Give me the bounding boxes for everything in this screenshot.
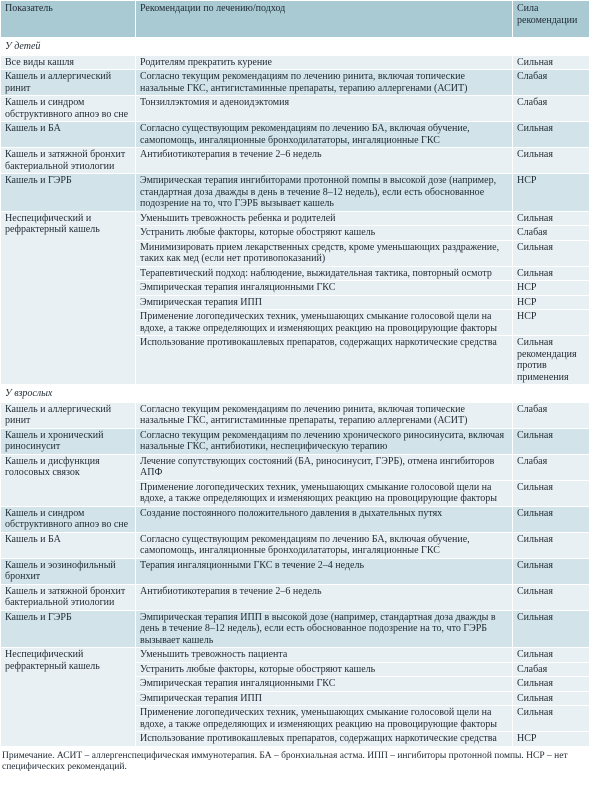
table-row — [1, 558, 589, 584]
table-row — [1, 96, 589, 122]
table-row — [1, 402, 589, 428]
table-header-row — [1, 1, 589, 38]
header-indicator: Показатель — [1, 1, 136, 38]
table-row — [1, 211, 589, 226]
table-row — [1, 532, 589, 558]
table-body — [1, 38, 589, 747]
recommendation-cell: Эмпирическая терапия ИПП в высокой дозе (например, стандартная доза дважды в день в течение 8–12 недель), если есть обоснованное подозрение на то, что ГЭРБ вызывает кашель — [136, 610, 513, 648]
strength-cell: Сильная — [513, 55, 589, 70]
strength-cell: Сильная — [513, 266, 589, 281]
strength-cell: Слабая — [513, 454, 589, 480]
recommendation-cell: Эмпирическая терапия ингаляционными ГКС — [136, 677, 513, 692]
strength-cell: НСР — [513, 310, 589, 336]
strength-cell: НСР — [513, 295, 589, 310]
condition-cell: Все виды кашля — [1, 55, 136, 70]
condition-cell: Кашель и БА — [1, 122, 136, 148]
strength-cell: Слабая — [513, 96, 589, 122]
table-row — [1, 428, 589, 454]
table-row — [1, 122, 589, 148]
condition-cell: Кашель и ГЭРБ — [1, 610, 136, 648]
strength-cell: Сильная — [513, 610, 589, 648]
table-row — [1, 610, 589, 648]
condition-cell: Кашель и аллергический ринит — [1, 70, 136, 96]
strength-cell: НСР — [513, 174, 589, 212]
strength-cell: Сильная — [513, 584, 589, 610]
header-strength: Сила рекомендации — [513, 1, 589, 38]
section-title: У детей — [1, 38, 589, 56]
recommendation-cell: Терапевтический подход: наблюдение, выжидательная тактика, повторный осмотр — [136, 266, 513, 281]
recommendation-cell: Эмпирическая терапия ИПП — [136, 295, 513, 310]
strength-cell: Слабая — [513, 402, 589, 428]
table-row — [1, 454, 589, 480]
table-row — [1, 148, 589, 174]
strength-cell: Сильная — [513, 648, 589, 663]
recommendation-cell: Терапия ингаляционными ГКС в течение 2–4 недель — [136, 558, 513, 584]
condition-cell: Кашель и БА — [1, 532, 136, 558]
strength-cell: Сильная рекомендация против применения — [513, 336, 589, 385]
strength-cell: Сильная — [513, 480, 589, 506]
recommendation-cell: Согласно текущим рекомендациям по лечению ринита, включая топические назальные ГКС, антигистаминные препараты, терапию аллергенами (АСИТ) — [136, 70, 513, 96]
strength-cell: Слабая — [513, 226, 589, 241]
recommendation-cell: Эмпирическая терапия ингаляционными ГКС — [136, 281, 513, 296]
recommendation-cell: Родителям прекратить курение — [136, 55, 513, 70]
recommendation-cell: Минимизировать прием лекарственных средств, кроме уменьшающих раздражение, таких как мед (если нет противопоказаний) — [136, 240, 513, 266]
recommendation-cell: Тонзиллэктомия и аденоидэктомия — [136, 96, 513, 122]
strength-cell: Сильная — [513, 428, 589, 454]
recommendation-cell: Лечение сопутствующих состояний (БА, риносинусит, ГЭРБ), отмена ингибиторов АПФ — [136, 454, 513, 480]
condition-cell: Кашель и эозинофильный бронхит — [1, 558, 136, 584]
strength-cell: Сильная — [513, 506, 589, 532]
strength-cell: Сильная — [513, 122, 589, 148]
condition-cell: Кашель и затяжной бронхит бактериальной этиологии — [1, 584, 136, 610]
recommendation-cell: Согласно текущим рекомендациям по лечению хронического риносинусита, включая назальные ГКС, антибиотики, неспецифическую терапию — [136, 428, 513, 454]
condition-cell: Кашель и ГЭРБ — [1, 174, 136, 212]
strength-cell: Сильная — [513, 558, 589, 584]
condition-cell: Кашель и затяжной бронхит бактериальной этиологии — [1, 148, 136, 174]
recommendation-cell: Использование противокашлевых препаратов, содержащих наркотические средства — [136, 336, 513, 385]
condition-cell: Кашель и синдром обструктивного апноэ во сне — [1, 96, 136, 122]
recommendation-cell: Согласно существующим рекомендациям по лечению БА, включая обучение, самопомощь, ингаляционные бронходилататоры, ингаляционные ГКС — [136, 122, 513, 148]
condition-cell: Кашель и хронический риносинусит — [1, 428, 136, 454]
recommendation-cell: Применение логопедических техник, уменьшающих смыкание голосовой щели на вдохе, а также определяющих и изменяющих реакцию на провоцирующие факторы — [136, 480, 513, 506]
strength-cell: Сильная — [513, 148, 589, 174]
recommendation-cell: Уменьшить тревожность ребенка и родителей — [136, 211, 513, 226]
table-row — [1, 55, 589, 70]
condition-cell: Неспецифический и рефрактерный кашель — [1, 211, 136, 385]
condition-cell: Кашель и аллергический ринит — [1, 402, 136, 428]
table-row — [1, 648, 589, 663]
recommendation-cell: Устранить любые факторы, которые обостряют кашель — [136, 226, 513, 241]
recommendation-cell: Эмпирическая терапия ИПП — [136, 691, 513, 706]
strength-cell: Слабая — [513, 70, 589, 96]
recommendation-cell: Создание постоянного положительного давления в дыхательных путях — [136, 506, 513, 532]
table-row — [1, 506, 589, 532]
strength-cell: НСР — [513, 281, 589, 296]
recommendation-cell: Использование противокашлевых препаратов, содержащих наркотические средства — [136, 732, 513, 747]
strength-cell: Сильная — [513, 211, 589, 226]
strength-cell: НСР — [513, 732, 589, 747]
recommendation-cell: Применение логопедических техник, уменьшающих смыкание голосовой щели на вдохе, а также определяющих и изменяющих реакцию на провоцирующие факторы — [136, 310, 513, 336]
condition-cell: Кашель и дисфункция голосовых связок — [1, 454, 136, 506]
strength-cell: Сильная — [513, 706, 589, 732]
table-row — [1, 70, 589, 96]
strength-cell: Слабая — [513, 662, 589, 677]
header-recommendations: Рекомендации по лечению/подход — [136, 1, 513, 38]
recommendation-cell: Устранить любые факторы, которые обостряют кашель — [136, 662, 513, 677]
recommendation-cell: Согласно текущим рекомендациям по лечению ринита, включая топические назальные ГКС, антигистаминные препараты, терапию аллергенами (АСИТ) — [136, 402, 513, 428]
strength-cell: Сильная — [513, 677, 589, 692]
strength-cell: Сильная — [513, 691, 589, 706]
recommendation-cell: Антибиотикотерапия в течение 2–6 недель — [136, 148, 513, 174]
section-row — [1, 38, 589, 56]
recommendation-cell: Эмпирическая терапия ингибиторами протонной помпы в высокой дозе (например, стандартная доза дважды в день в течение 8–12 недель), если есть обоснованное подозрение на то, что ГЭРБ вызывает кашель — [136, 174, 513, 212]
recommendation-cell: Применение логопедических техник, уменьшающих смыкание голосовой щели на вдохе, а также определяющих и изменяющих реакцию на провоцирующие факторы — [136, 706, 513, 732]
strength-cell: Сильная — [513, 532, 589, 558]
strength-cell: Сильная — [513, 240, 589, 266]
table-row — [1, 584, 589, 610]
recommendation-cell: Уменьшить тревожность пациента — [136, 648, 513, 663]
condition-cell: Неспецифический рефрактерный кашель — [1, 648, 136, 747]
table-row — [1, 174, 589, 212]
section-row — [1, 385, 589, 403]
recommendation-cell: Антибиотикотерапия в течение 2–6 недель — [136, 584, 513, 610]
table-footnote: Примечание. АСИТ – аллергенспецифическая иммунотерапия. БА – бронхиальная астма. ИПП – ингибиторы протонной помпы. НСР – нет специфических рекомендаций. — [2, 750, 568, 772]
section-title: У взрослых — [1, 385, 589, 403]
condition-cell: Кашель и синдром обструктивного апноэ во сне — [1, 506, 136, 532]
recommendation-cell: Согласно существующим рекомендациям по лечению БА, включая обучение, самопомощь, ингаляционные бронходилататоры, ингаляционные ГКС — [136, 532, 513, 558]
